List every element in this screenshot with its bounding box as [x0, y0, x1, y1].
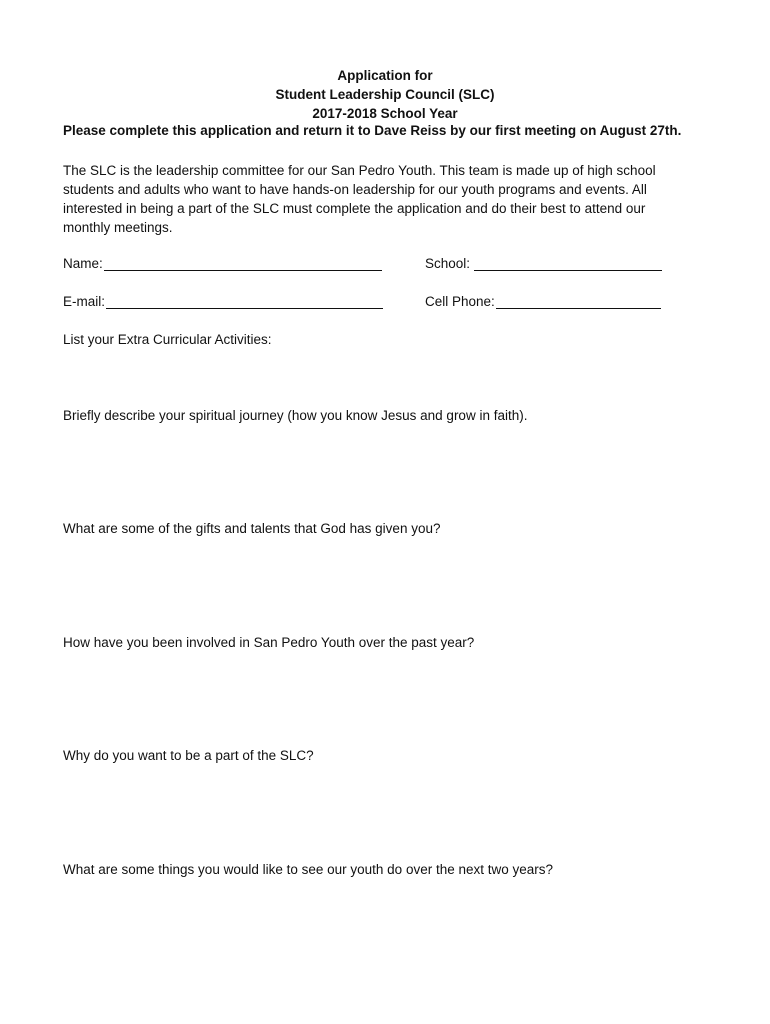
submission-instructions: Please complete this application and return it to Dave Reiss by our first meeting on August 27th.: [63, 123, 682, 138]
question-activities: List your Extra Curricular Activities:: [63, 332, 272, 347]
name-input-line[interactable]: [104, 256, 382, 271]
email-input-line[interactable]: [106, 294, 383, 309]
cell-phone-input-line[interactable]: [496, 294, 661, 309]
intro-line: interested in being a part of the SLC must complete the application and do their best to attend our: [63, 201, 646, 216]
question-gifts-talents: What are some of the gifts and talents that God has given you?: [63, 521, 441, 536]
intro-paragraph: [63, 161, 673, 237]
document-header: [0, 66, 770, 123]
school-input-line[interactable]: [474, 256, 662, 271]
question-why-slc: Why do you want to be a part of the SLC?: [63, 748, 314, 763]
name-label: Name:: [63, 256, 103, 271]
intro-line: monthly meetings.: [63, 220, 173, 235]
header-council-name: Student Leadership Council (SLC): [275, 87, 495, 102]
header-school-year: 2017-2018 School Year: [312, 106, 458, 121]
cell-phone-label: Cell Phone:: [425, 294, 495, 309]
email-label: E-mail:: [63, 294, 106, 309]
header-title-line: Application for: [337, 68, 433, 83]
question-involvement: How have you been involved in San Pedro Youth over the past year?: [63, 635, 475, 650]
name-field: [63, 256, 382, 271]
school-label: School:: [425, 256, 471, 271]
question-spiritual-journey: Briefly describe your spiritual journey (how you know Jesus and grow in faith).: [63, 408, 528, 423]
cell-phone-field: [425, 294, 661, 309]
intro-line: students and adults who want to have hands-on leadership for our youth programs and events. All: [63, 182, 647, 197]
email-field: [63, 294, 383, 309]
school-field: [425, 256, 662, 271]
intro-line: The SLC is the leadership committee for our San Pedro Youth. This team is made up of high school: [63, 163, 656, 178]
question-future-goals: What are some things you would like to see our youth do over the next two years?: [63, 862, 554, 877]
